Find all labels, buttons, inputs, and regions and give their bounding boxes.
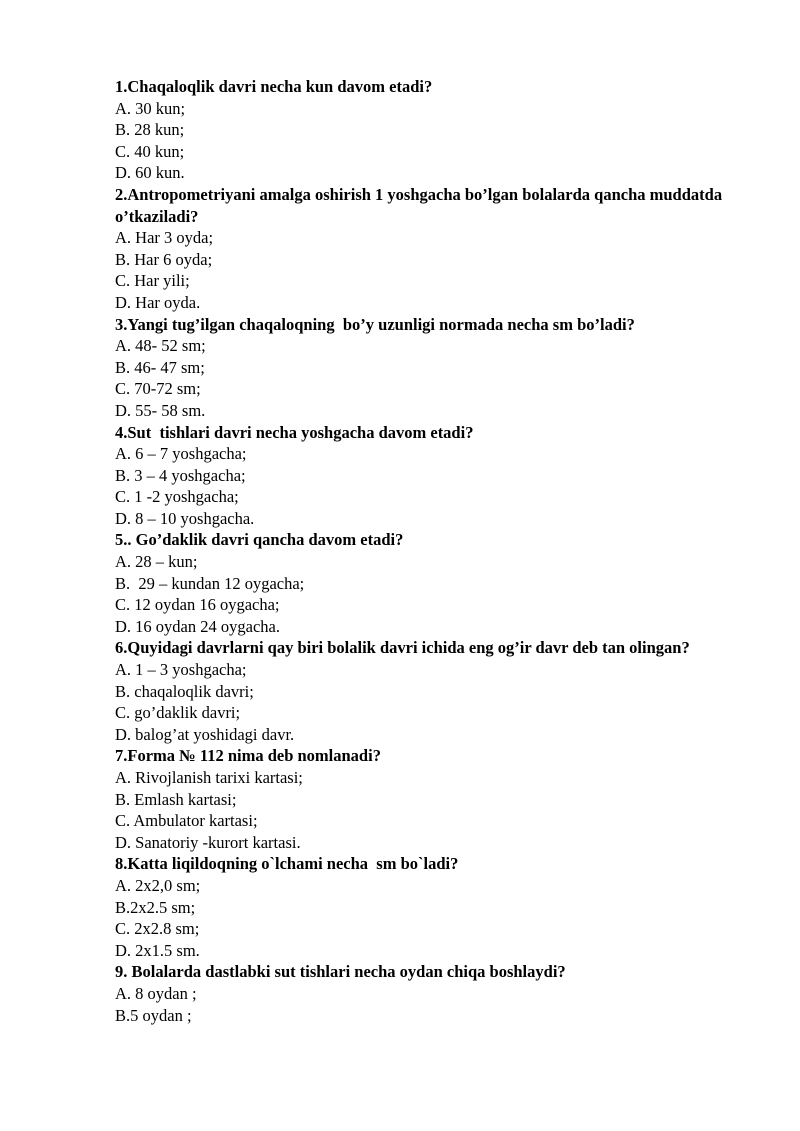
question-8 <box>115 853 735 961</box>
answer-option: B. 46- 47 sm; <box>115 357 205 377</box>
answer-option: B. Har 6 oyda; <box>115 249 213 269</box>
answer-option: B.2x2.5 sm; <box>115 897 196 917</box>
answer-option: C. 40 kun; <box>115 141 185 161</box>
question-7 <box>115 745 735 853</box>
answer-option: D. Sanatoriy -kurort kartasi. <box>115 832 301 852</box>
answer-option: C. 12 oydan 16 oygacha; <box>115 595 280 615</box>
answer-option: C. Har yili; <box>115 271 190 291</box>
question-text: 4.Sut tishlari davri necha yoshgacha davom etadi? <box>115 422 474 442</box>
answer-option: B. Emlash kartasi; <box>115 789 237 809</box>
question-text: 8.Katta liqildoqning o`lchami necha sm bo`ladi? <box>115 854 459 874</box>
question-6 <box>115 637 735 745</box>
answer-option: C. go’daklik davri; <box>115 703 241 723</box>
answer-option: C. 1 -2 yoshgacha; <box>115 487 239 507</box>
answer-option: C. Ambulator kartasi; <box>115 811 258 831</box>
answer-option: B. 28 kun; <box>115 120 185 140</box>
question-9 <box>115 961 735 1026</box>
question-text: 5.. Go’daklik davri qancha davom etadi? <box>115 530 404 550</box>
question-3 <box>115 314 735 422</box>
answer-option: B.5 oydan ; <box>115 1005 192 1025</box>
answer-option: D. 8 – 10 yoshgacha. <box>115 508 255 528</box>
answer-option: A. 28 – kun; <box>115 552 198 572</box>
question-2 <box>115 184 735 314</box>
answer-option: D. Har oyda. <box>115 292 201 312</box>
answer-option: A. 2x2,0 sm; <box>115 875 201 895</box>
answer-option: D. 55- 58 sm. <box>115 400 206 420</box>
answer-option: A. 8 oydan ; <box>115 983 197 1003</box>
question-text: 3.Yangi tug’ilgan chaqaloqning bo’y uzunligi normada necha sm bo’ladi? <box>115 314 635 334</box>
answer-option: A. Rivojlanish tarixi kartasi; <box>115 768 303 787</box>
answer-option: B. 29 – kundan 12 oygacha; <box>115 573 305 593</box>
question-4 <box>115 422 735 530</box>
answer-option: B. 3 – 4 yoshgacha; <box>115 465 246 485</box>
question-text: 9. Bolalarda dastlabki sut tishlari necha oydan chiqa boshlaydi? <box>115 962 566 982</box>
answer-option: D. 60 kun. <box>115 163 185 183</box>
question-text: 6.Quyidagi davrlarni qay biri bolalik davri ichida eng og’ir davr deb tan olingan? <box>115 638 690 658</box>
answer-option: C. 70-72 sm; <box>115 379 201 399</box>
answer-option: C. 2x2.8 sm; <box>115 919 200 939</box>
question-1 <box>115 76 735 184</box>
answer-option: B. chaqaloqlik davri; <box>115 681 254 701</box>
question-5 <box>115 529 735 637</box>
answer-option: D. balog’at yoshidagi davr. <box>115 724 295 744</box>
question-text: 1.Chaqaloqlik davri necha kun davom etadi? <box>115 77 433 96</box>
answer-option: D. 2x1.5 sm. <box>115 940 200 960</box>
answer-option: A. 48- 52 sm; <box>115 336 206 356</box>
answer-option: A. 6 – 7 yoshgacha; <box>115 444 247 464</box>
answer-option: D. 16 oydan 24 oygacha. <box>115 616 280 636</box>
answer-option: A. 1 – 3 yoshgacha; <box>115 660 247 680</box>
question-text: 7.Forma № 112 nima deb nomlanadi? <box>115 746 381 766</box>
answer-option: A. Har 3 oyda; <box>115 228 214 248</box>
answer-option: A. 30 kun; <box>115 98 186 118</box>
document-page <box>115 76 735 1026</box>
question-text: 2.Antropometriyani amalga oshirish 1 yoshgacha bo’lgan bolalarda qancha muddatda o’tkaziladi? <box>115 184 727 226</box>
